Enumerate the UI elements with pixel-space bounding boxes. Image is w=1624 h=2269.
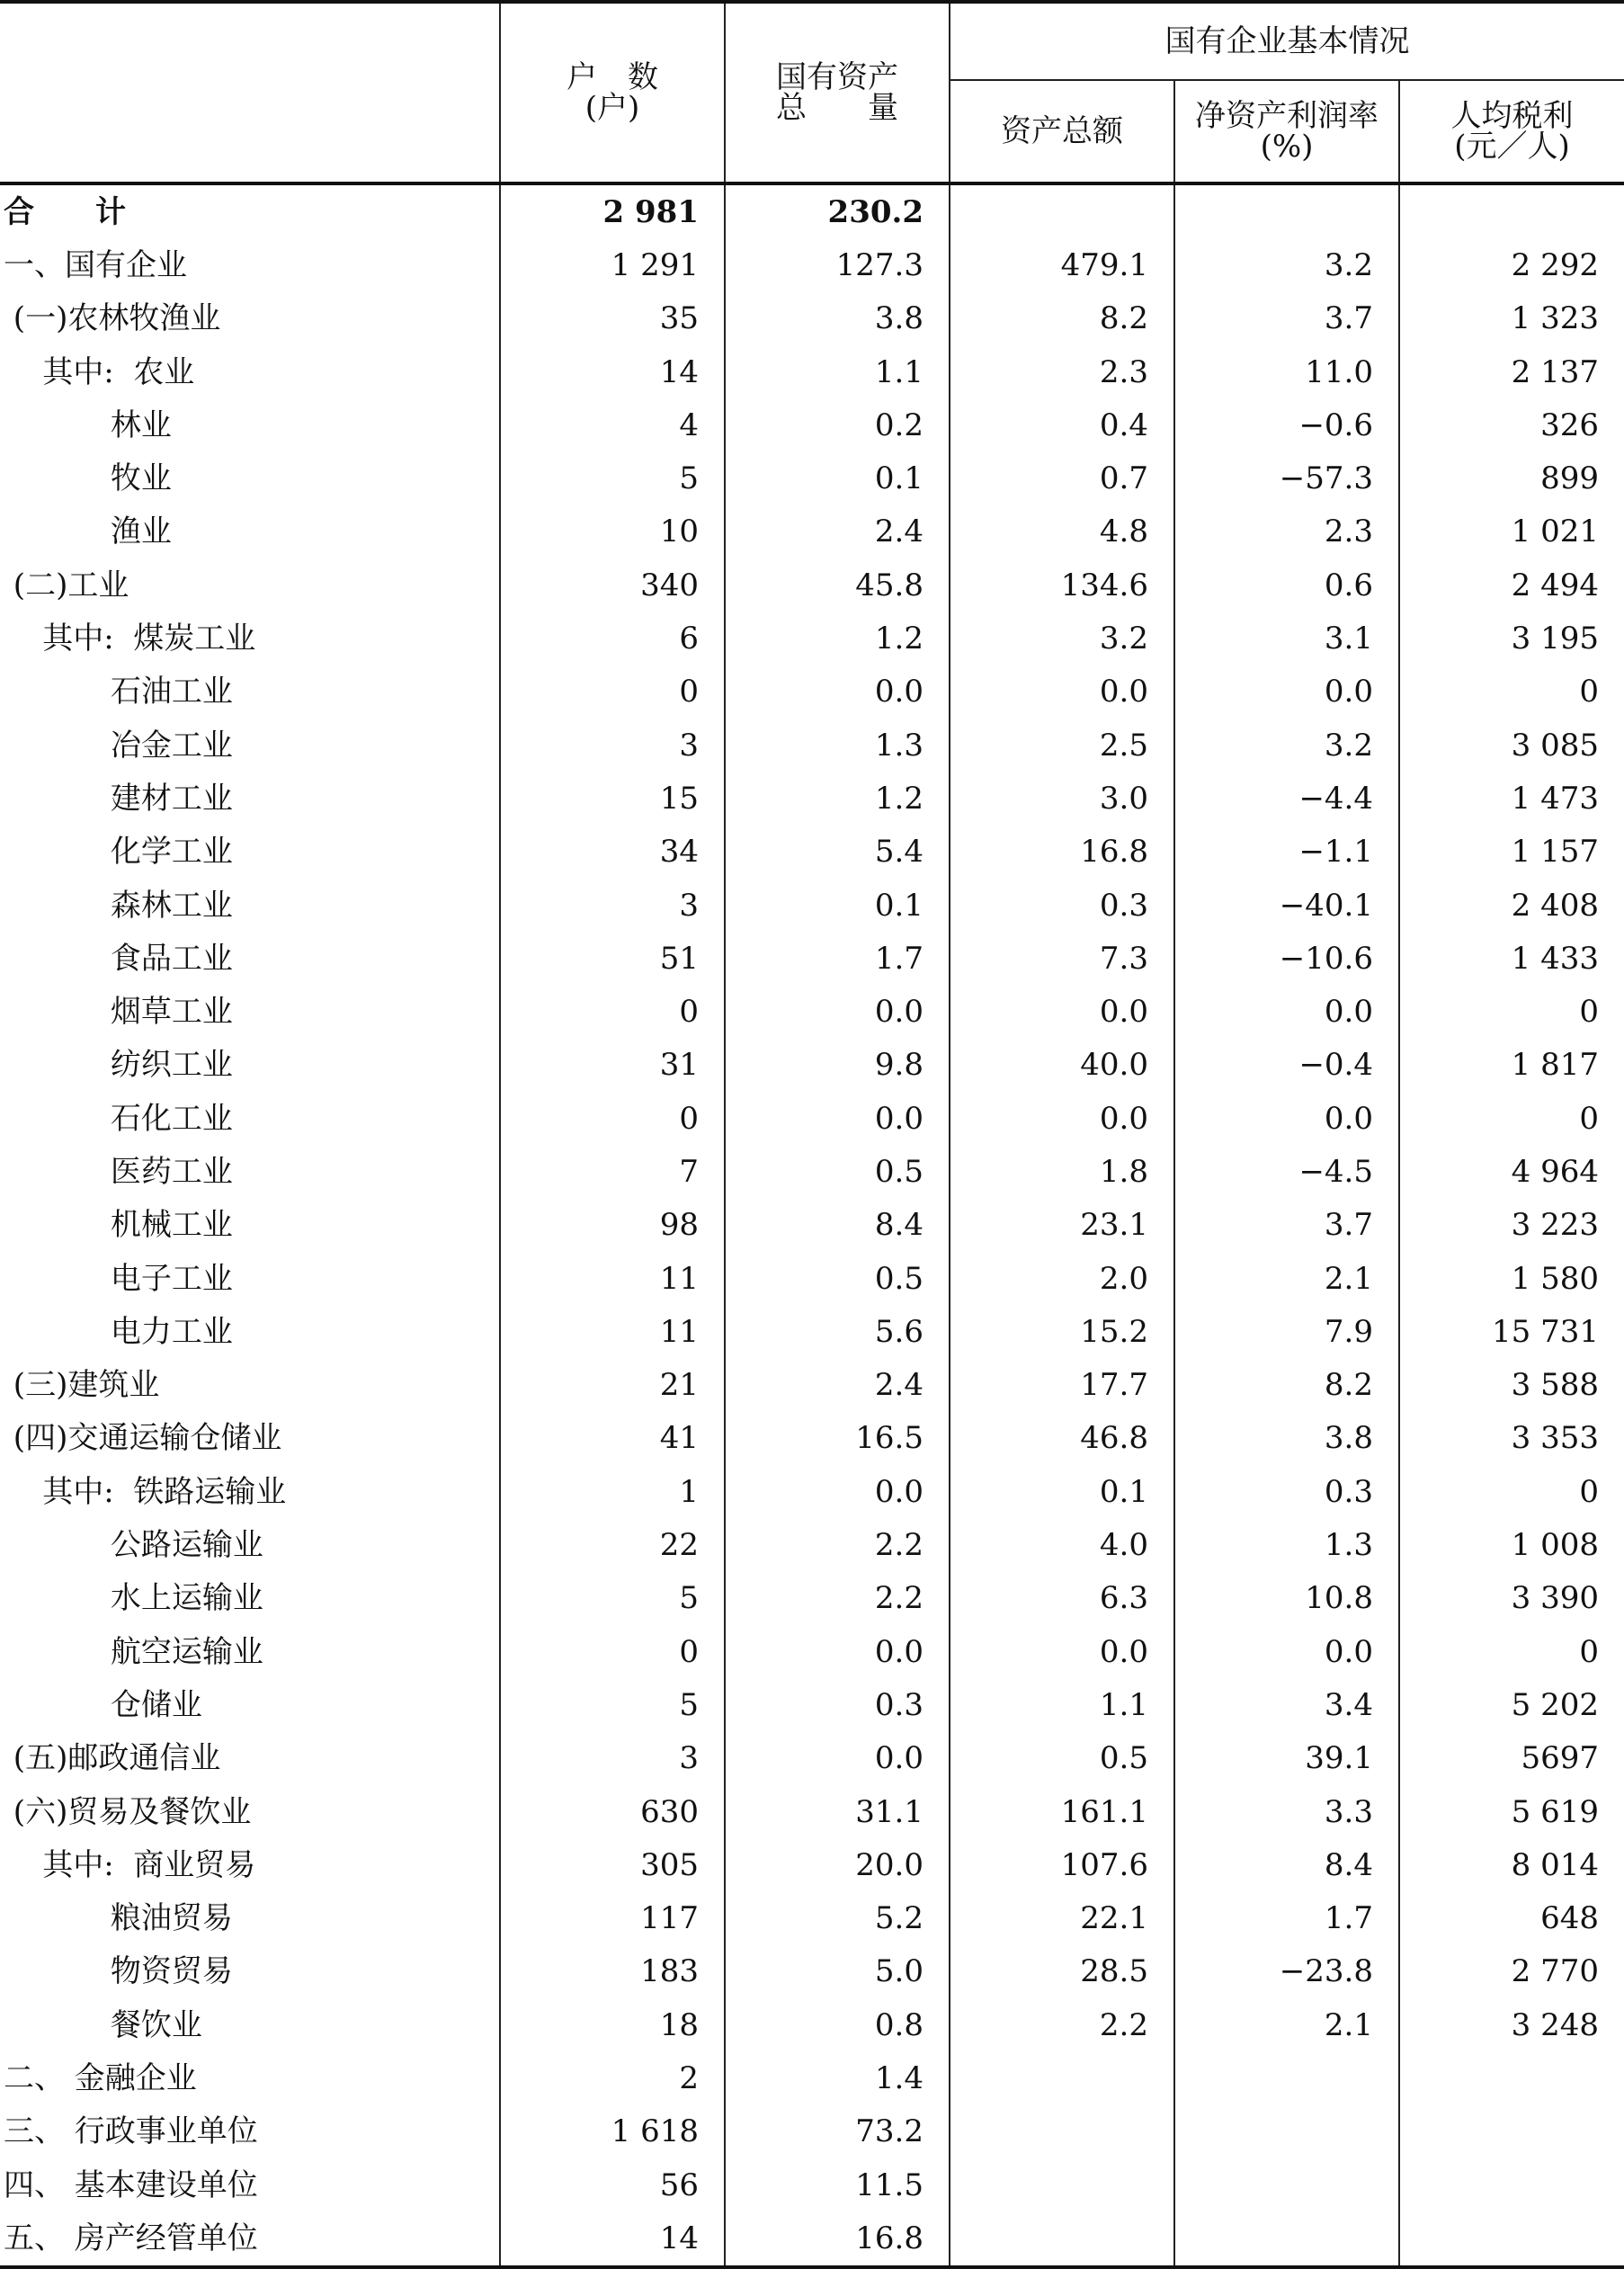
cell-tax-profit: 1 433 <box>1399 932 1624 985</box>
cell-households: 630 <box>500 1785 725 1838</box>
cell-state-assets: 1.3 <box>725 719 950 772</box>
row-label: 其中: 商业贸易 <box>4 1846 256 1883</box>
header-soe-group: 国有企业基本情况 <box>950 2 1624 80</box>
cell-tax-profit: 3 248 <box>1399 1998 1624 2051</box>
table-row <box>0 398 1624 451</box>
cell-state-assets: 0.5 <box>725 1252 950 1305</box>
table-row <box>0 612 1624 665</box>
table-row <box>0 1199 1624 1252</box>
cell-tax-profit: 5697 <box>1399 1732 1624 1785</box>
cell-profit-rate: −0.6 <box>1174 398 1399 451</box>
cell-profit-rate: 2.3 <box>1174 505 1399 558</box>
row-label: 二、 金融企业 <box>4 2060 197 2097</box>
cell-state-assets: 1.7 <box>725 932 950 985</box>
cell-tax-profit <box>1399 2051 1624 2104</box>
row-label: 航空运输业 <box>4 1633 263 1670</box>
row-label: 餐饮业 <box>4 2006 202 2043</box>
table-row <box>0 558 1624 612</box>
row-label: 石油工业 <box>4 674 233 710</box>
cell-tax-profit <box>1399 183 1624 238</box>
row-label: (二)工业 <box>4 567 129 603</box>
cell-total-assets <box>950 2211 1174 2266</box>
cell-total-assets: 2.2 <box>950 1998 1174 2051</box>
cell-total-assets: 46.8 <box>950 1412 1174 1465</box>
cell-profit-rate: 8.2 <box>1174 1359 1399 1412</box>
cell-profit-rate: −4.4 <box>1174 772 1399 825</box>
cell-households: 11 <box>500 1305 725 1358</box>
row-label: 一、国有企业 <box>4 246 187 283</box>
cell-households: 117 <box>500 1892 725 1945</box>
cell-state-assets: 1.1 <box>725 345 950 398</box>
table-row <box>0 292 1624 345</box>
cell-state-assets: 0.5 <box>725 1145 950 1198</box>
cell-total-assets: 15.2 <box>950 1305 1174 1358</box>
cell-profit-rate: −1.1 <box>1174 826 1399 879</box>
row-label: 物资贸易 <box>4 1953 233 1990</box>
cell-state-assets: 5.6 <box>725 1305 950 1358</box>
cell-households: 31 <box>500 1039 725 1092</box>
table-row <box>0 1678 1624 1731</box>
header-per-capita-tax-profit: 人均税利 (元／人) <box>1399 80 1624 183</box>
table-row <box>0 238 1624 291</box>
table-row <box>0 1252 1624 1305</box>
cell-households: 1 <box>500 1465 725 1518</box>
row-label: 化学工业 <box>4 834 233 871</box>
cell-total-assets: 23.1 <box>950 1199 1174 1252</box>
cell-households: 0 <box>500 1092 725 1145</box>
cell-total-assets <box>950 2105 1174 2158</box>
cell-state-assets: 0.8 <box>725 1998 950 2051</box>
cell-total-assets: 8.2 <box>950 292 1174 345</box>
cell-state-assets: 2.4 <box>725 1359 950 1412</box>
cell-total-assets: 3.2 <box>950 612 1174 665</box>
row-label: (六)贸易及餐饮业 <box>4 1793 252 1830</box>
cell-total-assets: 134.6 <box>950 558 1174 612</box>
cell-total-assets: 0.0 <box>950 1092 1174 1145</box>
row-label: 三、 行政事业单位 <box>4 2113 258 2150</box>
header-state-assets-total: 国有资产 总 量 <box>725 2 950 183</box>
cell-state-assets: 16.8 <box>725 2211 950 2266</box>
row-label: 电力工业 <box>4 1313 233 1350</box>
table-row <box>0 1039 1624 1092</box>
cell-profit-rate: 0.0 <box>1174 1625 1399 1678</box>
header-households: 户 数 (户) <box>500 2 725 183</box>
cell-tax-profit: 0 <box>1399 1092 1624 1145</box>
cell-households: 11 <box>500 1252 725 1305</box>
cell-tax-profit: 2 408 <box>1399 879 1624 932</box>
cell-households: 35 <box>500 292 725 345</box>
cell-profit-rate: 3.1 <box>1174 612 1399 665</box>
table-row <box>0 345 1624 398</box>
cell-total-assets: 6.3 <box>950 1572 1174 1625</box>
cell-households: 15 <box>500 772 725 825</box>
header-net-asset-profit-rate: 净资产利润率 (%) <box>1174 80 1399 183</box>
row-label: 食品工业 <box>4 940 233 977</box>
table-row <box>0 1998 1624 2051</box>
cell-tax-profit <box>1399 2158 1624 2211</box>
cell-households: 14 <box>500 2211 725 2266</box>
cell-profit-rate: 2.1 <box>1174 1998 1399 2051</box>
table-row <box>0 1465 1624 1518</box>
cell-households: 21 <box>500 1359 725 1412</box>
table-row <box>0 1625 1624 1678</box>
cell-households: 340 <box>500 558 725 612</box>
cell-households: 56 <box>500 2158 725 2211</box>
table-row <box>0 1732 1624 1785</box>
table-row <box>0 1145 1624 1198</box>
cell-tax-profit: 1 157 <box>1399 826 1624 879</box>
cell-total-assets: 28.5 <box>950 1945 1174 1998</box>
cell-profit-rate: −23.8 <box>1174 1945 1399 1998</box>
cell-state-assets: 230.2 <box>725 183 950 238</box>
cell-profit-rate: 0.0 <box>1174 1092 1399 1145</box>
cell-households: 18 <box>500 1998 725 2051</box>
cell-profit-rate <box>1174 2105 1399 2158</box>
cell-total-assets: 3.0 <box>950 772 1174 825</box>
cell-households: 4 <box>500 398 725 451</box>
cell-tax-profit: 326 <box>1399 398 1624 451</box>
row-label: 五、 房产经管单位 <box>0 2211 500 2266</box>
cell-total-assets: 0.0 <box>950 1625 1174 1678</box>
cell-total-assets: 479.1 <box>950 238 1174 291</box>
cell-households: 1 618 <box>500 2105 725 2158</box>
cell-state-assets: 1.2 <box>725 772 950 825</box>
row-label: 冶金工业 <box>4 727 233 764</box>
table-row <box>0 772 1624 825</box>
cell-total-assets: 107.6 <box>950 1838 1174 1891</box>
cell-tax-profit: 2 137 <box>1399 345 1624 398</box>
cell-state-assets: 0.0 <box>725 985 950 1038</box>
table-row <box>0 2105 1624 2158</box>
cell-profit-rate: 0.0 <box>1174 985 1399 1038</box>
row-label: 四、 基本建设单位 <box>4 2166 258 2203</box>
table-row <box>0 719 1624 772</box>
cell-state-assets: 2.4 <box>725 505 950 558</box>
cell-households: 0 <box>500 1625 725 1678</box>
cell-total-assets: 0.7 <box>950 451 1174 505</box>
cell-state-assets: 1.4 <box>725 2051 950 2104</box>
cell-state-assets: 31.1 <box>725 1785 950 1838</box>
cell-state-assets: 0.0 <box>725 1625 950 1678</box>
cell-state-assets: 2.2 <box>725 1518 950 1571</box>
cell-profit-rate: 3.3 <box>1174 1785 1399 1838</box>
row-label: 石化工业 <box>4 1100 233 1137</box>
table-row <box>0 985 1624 1038</box>
row-label: (三)建筑业 <box>4 1367 160 1404</box>
cell-tax-profit: 0 <box>1399 666 1624 719</box>
cell-households: 10 <box>500 505 725 558</box>
cell-total-assets: 1.8 <box>950 1145 1174 1198</box>
cell-profit-rate: −0.4 <box>1174 1039 1399 1092</box>
cell-state-assets: 2.2 <box>725 1572 950 1625</box>
cell-households: 3 <box>500 1732 725 1785</box>
row-label: 其中: 铁路运输业 <box>4 1473 287 1510</box>
table-row <box>0 1572 1624 1625</box>
table-row <box>0 826 1624 879</box>
cell-households: 6 <box>500 612 725 665</box>
cell-profit-rate <box>1174 2051 1399 2104</box>
cell-tax-profit: 15 731 <box>1399 1305 1624 1358</box>
cell-state-assets: 45.8 <box>725 558 950 612</box>
cell-households: 305 <box>500 1838 725 1891</box>
cell-tax-profit: 3 353 <box>1399 1412 1624 1465</box>
cell-households: 34 <box>500 826 725 879</box>
row-label: 粮油贸易 <box>4 1900 233 1937</box>
cell-state-assets: 9.8 <box>725 1039 950 1092</box>
cell-tax-profit: 1 473 <box>1399 772 1624 825</box>
cell-total-assets: 7.3 <box>950 932 1174 985</box>
cell-total-assets: 161.1 <box>950 1785 1174 1838</box>
cell-total-assets <box>950 2051 1174 2104</box>
table-row <box>0 1838 1624 1891</box>
cell-tax-profit: 2 494 <box>1399 558 1624 612</box>
cell-state-assets: 0.2 <box>725 398 950 451</box>
cell-state-assets: 0.0 <box>725 1732 950 1785</box>
cell-total-assets: 0.0 <box>950 666 1174 719</box>
cell-state-assets: 8.4 <box>725 1199 950 1252</box>
table-row <box>0 451 1624 505</box>
cell-total-assets <box>950 2158 1174 2211</box>
cell-profit-rate: 3.7 <box>1174 1199 1399 1252</box>
cell-profit-rate: 2.1 <box>1174 1252 1399 1305</box>
cell-total-assets: 2.3 <box>950 345 1174 398</box>
cell-households: 0 <box>500 985 725 1038</box>
cell-households: 5 <box>500 1678 725 1731</box>
table-row <box>0 879 1624 932</box>
cell-tax-profit: 2 292 <box>1399 238 1624 291</box>
cell-state-assets: 1.2 <box>725 612 950 665</box>
cell-profit-rate: 3.7 <box>1174 292 1399 345</box>
row-label: (一)农林牧渔业 <box>4 300 221 337</box>
row-label: 机械工业 <box>4 1207 233 1244</box>
cell-profit-rate: 3.4 <box>1174 1678 1399 1731</box>
cell-households: 22 <box>500 1518 725 1571</box>
table-row <box>0 666 1624 719</box>
cell-profit-rate: −4.5 <box>1174 1145 1399 1198</box>
table-row <box>0 2211 1624 2266</box>
cell-households: 98 <box>500 1199 725 1252</box>
cell-profit-rate <box>1174 2158 1399 2211</box>
cell-households: 2 <box>500 2051 725 2104</box>
table-body <box>0 183 1624 2267</box>
cell-tax-profit: 4 964 <box>1399 1145 1624 1198</box>
cell-tax-profit: 0 <box>1399 1625 1624 1678</box>
table-row <box>0 1305 1624 1358</box>
cell-profit-rate: −10.6 <box>1174 932 1399 985</box>
cell-state-assets: 0.1 <box>725 451 950 505</box>
cell-households: 3 <box>500 879 725 932</box>
cell-tax-profit: 2 770 <box>1399 1945 1624 1998</box>
cell-total-assets: 0.3 <box>950 879 1174 932</box>
row-label: 烟草工业 <box>4 994 233 1031</box>
cell-tax-profit: 3 085 <box>1399 719 1624 772</box>
cell-profit-rate: 10.8 <box>1174 1572 1399 1625</box>
cell-state-assets: 0.0 <box>725 1092 950 1145</box>
cell-households: 0 <box>500 666 725 719</box>
row-label: 电子工业 <box>4 1260 233 1297</box>
table-row <box>0 1092 1624 1145</box>
cell-state-assets: 0.0 <box>725 1465 950 1518</box>
row-label: (四)交通运输仓储业 <box>4 1420 282 1457</box>
cell-total-assets: 22.1 <box>950 1892 1174 1945</box>
cell-state-assets: 5.0 <box>725 1945 950 1998</box>
cell-profit-rate: 1.3 <box>1174 1518 1399 1571</box>
cell-tax-profit: 8 014 <box>1399 1838 1624 1891</box>
cell-total-assets: 2.0 <box>950 1252 1174 1305</box>
cell-total-assets: 0.5 <box>950 1732 1174 1785</box>
cell-profit-rate: 11.0 <box>1174 345 1399 398</box>
row-label: 仓储业 <box>4 1686 202 1723</box>
row-label: 林业 <box>4 406 172 443</box>
cell-tax-profit: 1 323 <box>1399 292 1624 345</box>
cell-tax-profit: 3 588 <box>1399 1359 1624 1412</box>
table-row <box>0 932 1624 985</box>
cell-tax-profit: 3 195 <box>1399 612 1624 665</box>
row-label: 牧业 <box>4 460 172 497</box>
cell-profit-rate <box>1174 2211 1399 2266</box>
cell-households: 3 <box>500 719 725 772</box>
cell-profit-rate <box>1174 183 1399 238</box>
table-row <box>0 1518 1624 1571</box>
cell-tax-profit: 1 817 <box>1399 1039 1624 1092</box>
cell-state-assets: 20.0 <box>725 1838 950 1891</box>
cell-state-assets: 5.2 <box>725 1892 950 1945</box>
header-category-blank <box>0 2 500 183</box>
cell-total-assets: 0.1 <box>950 1465 1174 1518</box>
cell-households: 51 <box>500 932 725 985</box>
cell-tax-profit: 0 <box>1399 985 1624 1038</box>
cell-tax-profit: 1 580 <box>1399 1252 1624 1305</box>
cell-profit-rate: 0.3 <box>1174 1465 1399 1518</box>
cell-state-assets: 3.8 <box>725 292 950 345</box>
cell-state-assets: 0.3 <box>725 1678 950 1731</box>
row-label: 医药工业 <box>4 1153 233 1190</box>
cell-total-assets: 4.8 <box>950 505 1174 558</box>
table-row <box>0 505 1624 558</box>
cell-tax-profit <box>1399 2105 1624 2158</box>
table-row <box>0 1359 1624 1412</box>
table-row <box>0 1785 1624 1838</box>
cell-profit-rate: −40.1 <box>1174 879 1399 932</box>
table-header <box>0 2 1624 183</box>
cell-tax-profit: 3 223 <box>1399 1199 1624 1252</box>
row-label: 纺织工业 <box>4 1047 233 1084</box>
row-label: 森林工业 <box>4 887 233 924</box>
table-row <box>0 1892 1624 1945</box>
table-row <box>0 1945 1624 1998</box>
cell-households: 1 291 <box>500 238 725 291</box>
cell-households: 5 <box>500 451 725 505</box>
row-label: 其中: 农业 <box>4 353 195 390</box>
cell-tax-profit <box>1399 2211 1624 2266</box>
cell-profit-rate: 0.0 <box>1174 666 1399 719</box>
cell-profit-rate: 0.6 <box>1174 558 1399 612</box>
cell-households: 5 <box>500 1572 725 1625</box>
cell-profit-rate: 39.1 <box>1174 1732 1399 1785</box>
cell-state-assets: 127.3 <box>725 238 950 291</box>
cell-state-assets: 0.0 <box>725 666 950 719</box>
cell-tax-profit: 3 390 <box>1399 1572 1624 1625</box>
cell-total-assets: 4.0 <box>950 1518 1174 1571</box>
cell-households: 41 <box>500 1412 725 1465</box>
cell-state-assets: 5.4 <box>725 826 950 879</box>
table-row <box>0 183 1624 238</box>
row-label: 渔业 <box>4 514 172 550</box>
row-label: 建材工业 <box>4 780 233 817</box>
cell-state-assets: 73.2 <box>725 2105 950 2158</box>
cell-profit-rate: 1.7 <box>1174 1892 1399 1945</box>
cell-households: 2 981 <box>500 183 725 238</box>
cell-total-assets: 0.4 <box>950 398 1174 451</box>
row-label: 合 计 <box>4 193 126 230</box>
cell-total-assets: 16.8 <box>950 826 1174 879</box>
cell-households: 14 <box>500 345 725 398</box>
cell-total-assets: 17.7 <box>950 1359 1174 1412</box>
cell-tax-profit: 899 <box>1399 451 1624 505</box>
cell-total-assets: 40.0 <box>950 1039 1174 1092</box>
cell-tax-profit: 648 <box>1399 1892 1624 1945</box>
cell-tax-profit: 5 202 <box>1399 1678 1624 1731</box>
cell-total-assets <box>950 183 1174 238</box>
table-row <box>0 1412 1624 1465</box>
cell-total-assets: 1.1 <box>950 1678 1174 1731</box>
table-row <box>0 2158 1624 2211</box>
table-row <box>0 2051 1624 2104</box>
row-label: 水上运输业 <box>4 1580 263 1617</box>
cell-profit-rate: 8.4 <box>1174 1838 1399 1891</box>
row-label: (五)邮政通信业 <box>4 1740 221 1777</box>
cell-tax-profit: 5 619 <box>1399 1785 1624 1838</box>
row-label: 公路运输业 <box>4 1527 263 1564</box>
cell-profit-rate: −57.3 <box>1174 451 1399 505</box>
cell-state-assets: 16.5 <box>725 1412 950 1465</box>
cell-total-assets: 2.5 <box>950 719 1174 772</box>
cell-households: 183 <box>500 1945 725 1998</box>
cell-tax-profit: 0 <box>1399 1465 1624 1518</box>
header-total-assets: 资产总额 <box>950 80 1174 183</box>
cell-tax-profit: 1 021 <box>1399 505 1624 558</box>
row-label: 其中: 煤炭工业 <box>4 621 256 657</box>
cell-tax-profit: 1 008 <box>1399 1518 1624 1571</box>
cell-state-assets: 0.1 <box>725 879 950 932</box>
cell-state-assets: 11.5 <box>725 2158 950 2211</box>
cell-profit-rate: 3.2 <box>1174 238 1399 291</box>
cell-profit-rate: 3.2 <box>1174 719 1399 772</box>
cell-profit-rate: 3.8 <box>1174 1412 1399 1465</box>
cell-profit-rate: 7.9 <box>1174 1305 1399 1358</box>
cell-households: 7 <box>500 1145 725 1198</box>
cell-total-assets: 0.0 <box>950 985 1174 1038</box>
